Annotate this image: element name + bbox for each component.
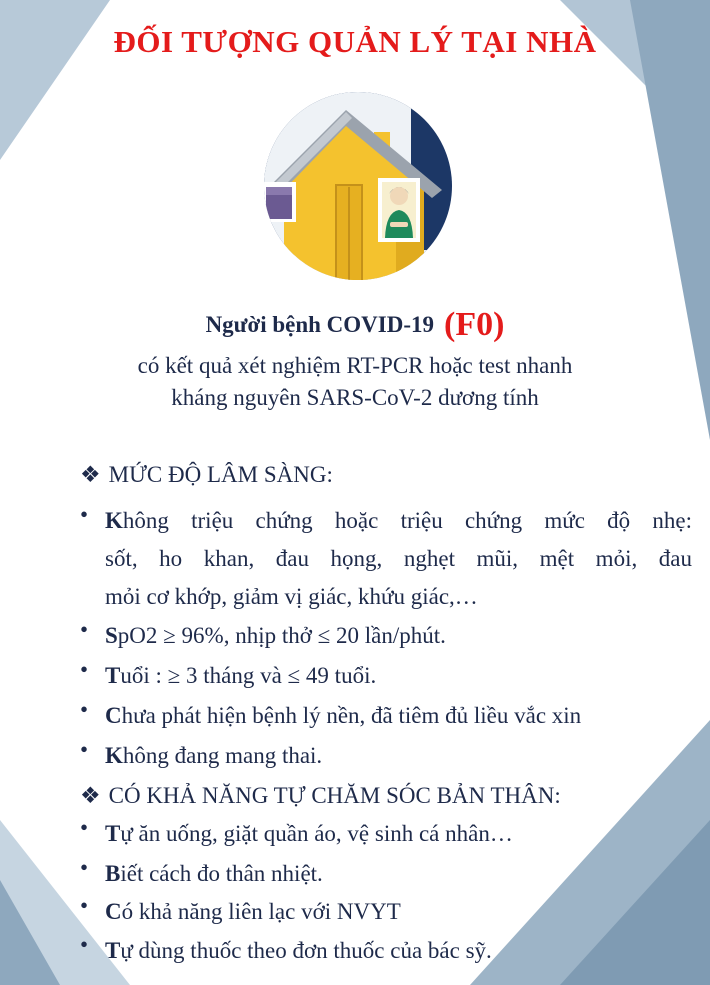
initial-letter: T [105, 821, 121, 846]
initial-letter: B [105, 861, 121, 886]
patient-code: (F0) [444, 306, 505, 343]
list-item [80, 502, 692, 616]
list-item: • Tuổi : ≥ 3 tháng và ≤ 49 tuổi. [80, 657, 377, 688]
list-item: • Có khả năng liên lạc với NVYT [80, 893, 401, 924]
section-heading-selfcare [80, 777, 561, 815]
initial-letter: S [105, 623, 118, 648]
initial-letter: K [105, 508, 123, 533]
initial-letter: C [105, 899, 122, 924]
section-heading-text: MỨC ĐỘ LÂM SÀNG: [108, 462, 333, 487]
bullet-icon: • [80, 502, 89, 527]
bullet-icon: • [80, 737, 89, 762]
bullet-icon: • [80, 893, 89, 918]
house-illustration [246, 90, 468, 286]
initial-letter: T [105, 938, 121, 963]
diamond-icon: ❖ [80, 462, 101, 487]
bullet-icon: • [80, 617, 89, 642]
section-heading-text: CÓ KHẢ NĂNG TỰ CHĂM SÓC BẢN THÂN: [108, 783, 561, 808]
list-item-line: sốt, ho khan, đau họng, nghẹt mũi, mệt mỏi, đau [105, 546, 692, 571]
bullet-icon: • [80, 657, 89, 682]
page-title: ĐỐI TƯỢNG QUẢN LÝ TẠI NHÀ [113, 24, 597, 59]
section-heading-clinical [80, 462, 333, 488]
list-item-line: mỏi cơ khớp, giảm vị giác, khứu giác,… [105, 584, 478, 609]
diamond-icon: ❖ [80, 783, 101, 808]
description-line: kháng nguyên SARS-CoV-2 dương tính [171, 385, 539, 410]
patient-label: Người bệnh COVID-19 [205, 312, 435, 337]
list-item: • Tự ăn uống, giặt quần áo, vệ sinh cá nhân… [80, 815, 513, 846]
bullet-icon: • [80, 815, 89, 840]
description-line: có kết quả xét nghiệm RT-PCR hoặc test nhanh [137, 353, 573, 378]
bullet-icon: • [80, 932, 89, 957]
list-item: • Tự dùng thuốc theo đơn thuốc của bác sỹ. [80, 932, 492, 963]
list-item: • Không đang mang thai. [80, 737, 323, 768]
patient-heading [0, 306, 710, 344]
initial-letter: K [105, 743, 123, 768]
initial-letter: T [105, 663, 121, 688]
list-item: • SpO2 ≥ 96%, nhịp thở ≤ 20 lần/phút. [80, 617, 446, 648]
patient-description [0, 350, 710, 414]
list-item: • Biết cách đo thân nhiệt. [80, 855, 323, 886]
list-item: • Chưa phát hiện bệnh lý nền, đã tiêm đủ liều vắc xin [80, 697, 582, 728]
initial-letter: C [105, 703, 122, 728]
list-item-line: Không triệu chứng hoặc triệu chứng mức độ nhẹ: [105, 508, 692, 533]
bullet-icon: • [80, 697, 89, 722]
bullet-icon: • [80, 855, 89, 880]
